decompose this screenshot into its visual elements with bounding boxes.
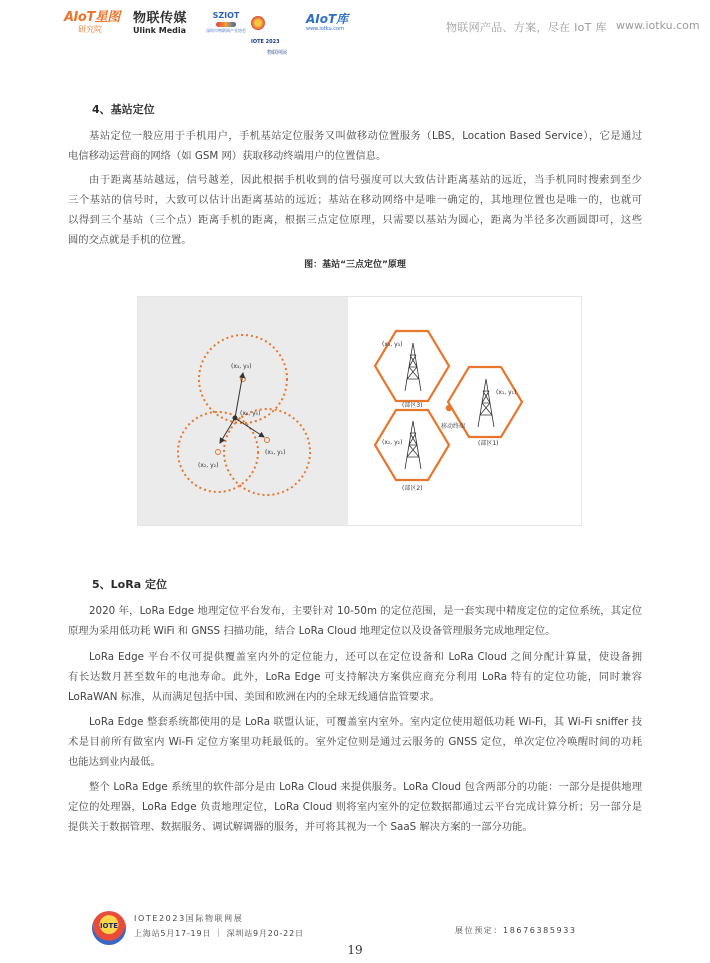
- paragraph-line: 也能达到业内最低。: [68, 756, 161, 768]
- paragraph-line: 三个基站的信号时，大致可以估计出距离基站的远近；基站在移动网络中是唯一确定的，其地理位置也是唯一的，也就可: [68, 194, 642, 206]
- station-2: [216, 450, 221, 455]
- hex-label-x1y1: (x₁, y₁): [496, 389, 517, 396]
- paragraph-line: 原理为采用低功耗 WiFi 和 GNSS 扫描功能，结合 LoRa Cloud 地理定位以及设备管理服务完成地理定位。: [68, 625, 556, 637]
- paragraph: [68, 647, 642, 707]
- badge-text: IOTE: [99, 922, 119, 930]
- mobile-terminal-point: [446, 405, 452, 411]
- paragraph-line: 定位的处理器，LoRa Edge 负责地理定位，LoRa Cloud 则将室内室外的定位数据都通过云平台完成计算分析；另一部分是: [68, 801, 642, 813]
- logo-text: IOTE 2023: [251, 38, 280, 45]
- logo-subtext: 物联网展: [267, 50, 288, 56]
- aiotku-logo: [306, 12, 354, 38]
- hex-label-cell2: (部区2): [402, 485, 423, 492]
- paragraph-line: LoRa Edge 平台不仅可提供覆盖室内外的定位能力，还可以在定位设备和 LoRa Cloud 之间分配计算量，使设备拥: [89, 651, 642, 663]
- paragraph-line: 术是目前所有做室内 Wi-Fi 定位方案里功耗最低的。室外定位则是通过云服务的 GNSS 定位，单次定位冷唤醒时间的功耗: [68, 736, 642, 748]
- label-x3y3: (x₃, y₃): [231, 363, 252, 370]
- paragraph-line: 圆的交点就是手机的位置。: [68, 234, 192, 246]
- page-header: [0, 0, 710, 56]
- paragraph-line: 2020 年，LoRa Edge 地理定位平台发布，主要针对 10-50m 的定位范围，是一套实现中精度定位的定位系统，其定位: [89, 605, 642, 617]
- iote-logo-icon: [92, 911, 126, 945]
- hex-label-cell1: (部区1): [478, 440, 499, 447]
- logo-text: 物联传媒: [133, 11, 188, 26]
- range-circle-2: [178, 410, 261, 492]
- logo-subtext: 研究院: [78, 25, 102, 34]
- label-x1y1: (x₁, y₁): [265, 449, 286, 456]
- logo-bar: [216, 22, 236, 27]
- sziot-logo: [206, 11, 246, 39]
- logo-text: SZIOT: [212, 11, 240, 20]
- paragraph-line: LoRaWAN 标准，从而满足包括中国、美国和欧洲在内的全球无线通信监管要求。: [68, 691, 440, 703]
- station-1: [265, 438, 270, 443]
- tower-icon: [405, 421, 421, 469]
- logo-subtext: 深圳市物联网产业协会: [206, 28, 246, 33]
- hex-label-cell3: (部区3): [402, 402, 423, 409]
- paragraph: [68, 712, 642, 772]
- paragraph-line: 有长达数月甚至数年的电池寿命。此外，LoRa Edge 可支持解决方案供应商充分利用 LoRa 特有的定位功能，同时兼容: [68, 671, 642, 683]
- trilateration-figure: [137, 296, 582, 526]
- page-number: 19: [347, 943, 363, 957]
- footer-expo-title: IOTE2023国际物联网展: [134, 914, 244, 923]
- circles-group: [178, 335, 310, 495]
- hex-label-mobile: 移动终端: [441, 423, 466, 430]
- hex-label-x3y3: (x₃, y₃): [382, 341, 403, 348]
- paragraph: [68, 777, 642, 837]
- trilateration-diagram: [138, 297, 583, 527]
- label-x2y2: (x₂, y₂): [198, 462, 219, 469]
- paragraph-line: 由于距离基站越远，信号越差，因此根据手机收到的信号强度可以大致估计距离基站的远近，当手机同时搜索到至少: [89, 174, 642, 186]
- iote-badge-icon: [251, 16, 265, 30]
- section-title-base-station: 4、基站定位: [92, 103, 155, 116]
- iote-logo: [251, 12, 295, 56]
- header-url-link[interactable]: www.iotku.com: [616, 19, 700, 32]
- aiot-research-logo: [64, 10, 122, 40]
- logo-text: AIoT星图: [64, 10, 120, 25]
- header-slogan: 物联网产品、方案，尽在 IoT 库: [446, 21, 607, 34]
- label-x0y0: (x₀, y₀): [240, 410, 261, 417]
- paragraph: [68, 170, 642, 250]
- section-title-lora: 5、LoRa 定位: [92, 578, 167, 591]
- paragraph-line: LoRa Edge 整套系统都使用的是 LoRa 联盟认证，可覆盖室内室外。室内定位使用超低功耗 Wi-Fi，其 Wi-Fi sniffer 技: [89, 716, 642, 728]
- paragraph-line: 提供关于数据管理、数据服务、调试解调器的服务，并可将其视为一个 SaaS 解决方案的一部分功能。: [68, 821, 533, 833]
- tower-icon: [405, 343, 421, 391]
- footer-expo-dates: 上海站5月17-19日 ｜ 深圳站9月20-22日: [134, 929, 304, 938]
- ulink-media-logo: [133, 11, 198, 39]
- paragraph: [68, 601, 642, 641]
- paragraph-line: 整个 LoRa Edge 系统里的软件部分是由 LoRa Cloud 来提供服务。LoRa Cloud 包含两部分的功能：一部分是提供地理: [89, 781, 642, 793]
- logo-subtext: www.iotku.com: [306, 26, 344, 32]
- paragraph-line: 电信移动运营商的网络（如 GSM 网）获取移动终端用户的位置信息。: [68, 150, 387, 162]
- paragraph-line: 基站定位一般应用于手机用户，手机基站定位服务又叫做移动位置服务（LBS，Location Based Service），它是通过: [89, 130, 642, 142]
- logo-text: AIoT库: [306, 12, 349, 26]
- figure-caption: 图：基站“三点定位”原理: [304, 260, 406, 270]
- paragraph: [68, 126, 642, 166]
- paragraph-line: 以得到三个基站（三个点）距离手机的距离，根据三点定位原理，只需要以基站为圆心，距离为半径多次画圆即可，这些: [68, 214, 642, 226]
- hex-label-x2y2: (x₂, y₂): [382, 439, 403, 446]
- logo-subtext: Ulink Media: [133, 26, 187, 35]
- footer-booking-phone: 展位预定：18676385933: [455, 926, 577, 935]
- hex-cells-group: [375, 331, 522, 492]
- tower-icon: [478, 379, 494, 427]
